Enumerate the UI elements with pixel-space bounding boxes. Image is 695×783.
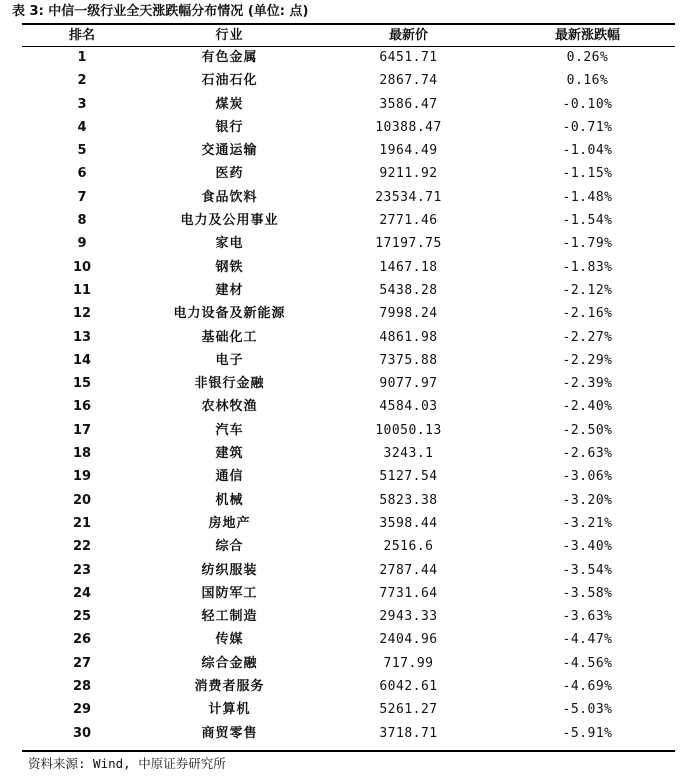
cell-rank: 26 (72, 632, 92, 648)
cell-industry: 纺织服装 (201, 562, 258, 578)
cell-latest-change: -5.03% (562, 702, 613, 718)
table-body (22, 46, 675, 745)
cell-industry: 房地产 (208, 515, 251, 531)
table-caption: 表 3: 中信一级行业全天涨跌幅分布情况 (单位: 点) (12, 4, 309, 19)
cell-industry: 电子 (215, 352, 244, 368)
cell-industry: 通信 (215, 469, 244, 485)
cell-rank: 9 (77, 236, 87, 252)
cell-industry: 建材 (215, 282, 244, 298)
cell-latest-price: 4861.98 (379, 329, 438, 345)
cell-industry: 综合 (215, 539, 244, 555)
cell-latest-change: -3.20% (562, 492, 613, 508)
cell-rank: 5 (77, 143, 87, 159)
table-row (22, 442, 675, 465)
cell-industry: 汽车 (215, 422, 244, 438)
cell-industry: 消费者服务 (194, 679, 265, 695)
cell-latest-change: -1.04% (562, 143, 613, 159)
table-row (22, 722, 675, 745)
cell-industry: 商贸零售 (201, 725, 258, 741)
cell-latest-change: -1.54% (562, 213, 613, 229)
cell-rank: 29 (72, 702, 92, 718)
table-row (22, 209, 675, 232)
cell-latest-change: 0.26% (566, 50, 609, 65)
header-latest-price: 最新价 (388, 28, 428, 43)
table-row (22, 582, 675, 605)
cell-latest-price: 17197.75 (375, 236, 442, 252)
cell-latest-price: 2771.46 (379, 213, 438, 229)
cell-latest-price: 7375.88 (379, 352, 438, 368)
cell-latest-change: -1.48% (562, 189, 613, 205)
cell-rank: 4 (77, 119, 87, 135)
table-row (22, 559, 675, 582)
cell-latest-change: -2.39% (562, 376, 613, 392)
cell-latest-price: 2516.6 (383, 539, 434, 555)
cell-rank: 21 (72, 515, 92, 531)
cell-latest-price: 717.99 (383, 655, 434, 671)
cell-industry: 机械 (215, 492, 244, 508)
cell-latest-price: 2404.96 (379, 632, 438, 648)
header-industry: 行业 (215, 28, 244, 43)
cell-industry: 建筑 (215, 446, 244, 462)
table-header-row (22, 25, 675, 46)
table-row (22, 93, 675, 116)
cell-industry: 银行 (215, 119, 244, 135)
cell-rank: 28 (72, 679, 92, 695)
cell-latest-change: -3.40% (562, 539, 613, 555)
table-row (22, 302, 675, 325)
table-row (22, 326, 675, 349)
cell-latest-change: -2.63% (562, 446, 613, 462)
cell-latest-price: 7998.24 (379, 306, 438, 322)
table-row (22, 139, 675, 162)
cell-industry: 传媒 (215, 632, 244, 648)
cell-latest-change: -3.54% (562, 562, 613, 578)
cell-rank: 12 (72, 306, 92, 322)
table-row (22, 279, 675, 302)
cell-rank: 13 (72, 329, 92, 345)
cell-latest-price: 5127.54 (379, 469, 438, 485)
cell-latest-price: 7731.64 (379, 585, 438, 601)
cell-latest-change: -2.27% (562, 329, 613, 345)
cell-industry: 非银行金融 (194, 376, 265, 392)
cell-latest-change: -2.50% (562, 422, 613, 438)
cell-rank: 19 (72, 469, 92, 485)
industry-performance-table (22, 25, 675, 745)
cell-latest-price: 3243.1 (383, 446, 434, 462)
cell-rank: 24 (72, 585, 92, 601)
table-row (22, 395, 675, 418)
cell-rank: 22 (72, 539, 92, 555)
cell-latest-price: 3586.47 (379, 96, 438, 112)
cell-latest-price: 1467.18 (379, 259, 438, 275)
cell-rank: 15 (72, 376, 92, 392)
cell-industry: 国防军工 (201, 585, 258, 601)
table-row (22, 512, 675, 535)
cell-latest-change: -3.06% (562, 469, 613, 485)
cell-industry: 医药 (215, 166, 244, 182)
table-row (22, 489, 675, 512)
cell-latest-change: -4.69% (562, 679, 613, 695)
cell-latest-change: -3.63% (562, 609, 613, 625)
cell-industry: 钢铁 (215, 259, 244, 275)
cell-latest-price: 3718.71 (379, 725, 438, 741)
table-row (22, 419, 675, 442)
cell-industry: 综合金融 (201, 655, 258, 671)
table-row (22, 698, 675, 721)
table-row (22, 628, 675, 651)
cell-industry: 石油石化 (201, 73, 258, 89)
cell-latest-price: 9211.92 (379, 166, 438, 182)
table-row (22, 162, 675, 185)
header-rank: 排名 (68, 28, 95, 43)
table-row (22, 46, 675, 69)
cell-industry: 交通运输 (201, 143, 258, 159)
header-latest-change: 最新涨跌幅 (554, 28, 620, 43)
cell-latest-change: -1.83% (562, 259, 613, 275)
cell-latest-price: 9077.97 (379, 376, 438, 392)
cell-rank: 2 (77, 73, 87, 89)
cell-latest-change: -1.79% (562, 236, 613, 252)
cell-rank: 14 (72, 352, 92, 368)
cell-rank: 25 (72, 609, 92, 625)
cell-rank: 16 (72, 399, 92, 415)
cell-rank: 6 (77, 166, 87, 182)
cell-latest-price: 2867.74 (379, 73, 438, 89)
cell-latest-price: 6042.61 (379, 679, 438, 695)
cell-industry: 食品饮料 (201, 189, 258, 205)
cell-latest-change: -2.12% (562, 282, 613, 298)
cell-industry: 计算机 (208, 702, 251, 718)
cell-industry: 基础化工 (201, 329, 258, 345)
cell-rank: 10 (72, 259, 92, 275)
cell-industry: 轻工制造 (201, 609, 258, 625)
cell-latest-change: -0.10% (562, 96, 613, 112)
cell-latest-change: -5.91% (562, 725, 613, 741)
cell-latest-change: -0.71% (562, 119, 613, 135)
cell-industry: 农林牧渔 (201, 399, 258, 415)
cell-latest-price: 10050.13 (375, 422, 442, 438)
table-row (22, 349, 675, 372)
cell-rank: 17 (72, 422, 92, 438)
cell-latest-price: 4584.03 (379, 399, 438, 415)
table-row (22, 372, 675, 395)
cell-latest-price: 23534.71 (375, 189, 442, 205)
cell-industry: 有色金属 (201, 50, 258, 65)
cell-latest-change: -2.16% (562, 306, 613, 322)
cell-latest-price: 3598.44 (379, 515, 438, 531)
cell-rank: 30 (72, 725, 92, 741)
cell-latest-change: -4.56% (562, 655, 613, 671)
cell-latest-price: 10388.47 (375, 119, 442, 135)
table-row (22, 232, 675, 255)
cell-latest-price: 5823.38 (379, 492, 438, 508)
cell-rank: 1 (77, 50, 87, 65)
table-row (22, 116, 675, 139)
cell-latest-price: 6451.71 (379, 50, 438, 65)
cell-latest-price: 2787.44 (379, 562, 438, 578)
cell-latest-change: -4.47% (562, 632, 613, 648)
cell-rank: 23 (72, 562, 92, 578)
cell-rank: 27 (72, 655, 92, 671)
cell-rank: 8 (77, 213, 87, 229)
cell-latest-change: -2.29% (562, 352, 613, 368)
cell-latest-change: -3.21% (562, 515, 613, 531)
table-row (22, 652, 675, 675)
cell-industry: 煤炭 (215, 96, 244, 112)
table-row (22, 186, 675, 209)
table-bottom-rule (22, 750, 675, 752)
cell-latest-price: 1964.49 (379, 143, 438, 159)
cell-rank: 20 (72, 492, 92, 508)
cell-rank: 7 (77, 189, 87, 205)
table-row (22, 675, 675, 698)
source-note: 资料来源: Wind, 中原证券研究所 (28, 756, 226, 771)
table-row (22, 69, 675, 92)
cell-rank: 11 (72, 282, 92, 298)
cell-latest-price: 5261.27 (379, 702, 438, 718)
cell-industry: 电力及公用事业 (180, 213, 279, 229)
cell-latest-change: -1.15% (562, 166, 613, 182)
table-row (22, 256, 675, 279)
table-row (22, 535, 675, 558)
cell-latest-change: -3.58% (562, 585, 613, 601)
cell-latest-price: 2943.33 (379, 609, 438, 625)
table-row (22, 605, 675, 628)
cell-rank: 18 (72, 446, 92, 462)
cell-latest-change: 0.16% (566, 73, 609, 89)
table-row (22, 465, 675, 488)
cell-latest-change: -2.40% (562, 399, 613, 415)
cell-latest-price: 5438.28 (379, 282, 438, 298)
cell-industry: 家电 (215, 236, 244, 252)
cell-industry: 电力设备及新能源 (173, 306, 286, 322)
cell-rank: 3 (77, 96, 87, 112)
